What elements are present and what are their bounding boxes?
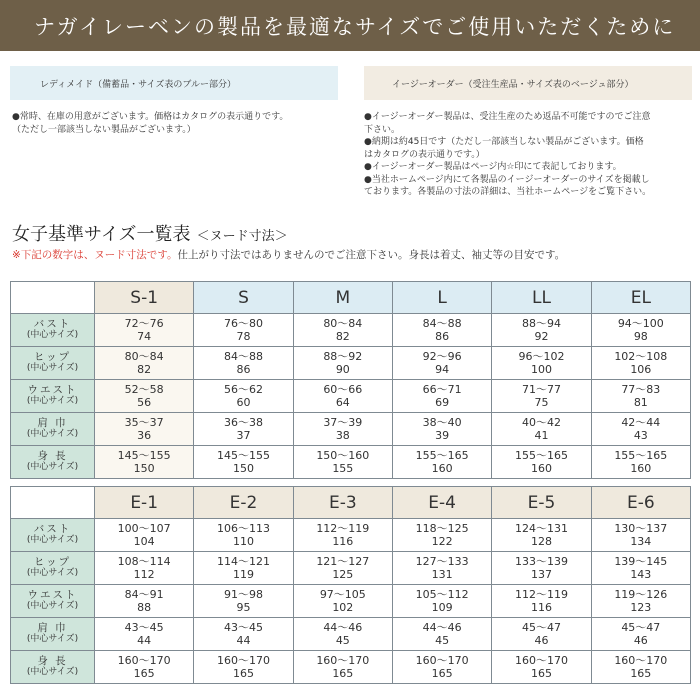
easy-order-box [364, 66, 692, 100]
size-center: 150 [232, 462, 254, 475]
ready-made-box [10, 66, 338, 100]
row-label-name: ヒップ [33, 556, 72, 568]
size-range: 114〜121 [216, 555, 270, 568]
size-cell [492, 446, 591, 479]
size-chart-note [12, 247, 565, 262]
size-cell [95, 519, 194, 552]
size-header: E-4 [392, 487, 491, 519]
row-label [11, 552, 95, 585]
size-center: 60 [236, 396, 251, 409]
size-center: 134 [630, 535, 652, 548]
size-range: 35〜37 [124, 416, 164, 429]
size-center: 41 [534, 429, 549, 442]
row-label [11, 618, 95, 651]
size-cell [392, 519, 491, 552]
size-center: 116 [332, 535, 354, 548]
size-cell [95, 347, 194, 380]
row-label [11, 651, 95, 684]
size-cell [194, 380, 293, 413]
size-range: 121〜127 [316, 555, 370, 568]
size-cell [95, 552, 194, 585]
size-center: 122 [431, 535, 453, 548]
size-range: 145〜155 [117, 449, 171, 462]
table-row [11, 552, 691, 585]
size-cell [194, 347, 293, 380]
easy-order-notes [364, 111, 694, 199]
size-cell [293, 552, 392, 585]
size-center: 94 [435, 363, 450, 376]
row-label-sub: (中心サイズ) [26, 363, 79, 373]
size-cell [392, 413, 491, 446]
note-prefix: ※ [12, 249, 21, 261]
table-row [11, 314, 691, 347]
size-center: 86 [236, 363, 251, 376]
size-center: 86 [435, 330, 450, 343]
size-cell [293, 413, 392, 446]
size-center: 46 [633, 634, 648, 647]
banner-title: ナガイレーベンの製品を最適なサイズでご使用いただくために [34, 14, 676, 39]
size-range: 60〜66 [323, 383, 363, 396]
note-line: ●イージーオーダー製品は、受注生産のため返品不可能ですのでご注意 [364, 112, 651, 122]
size-range: 150〜160 [316, 449, 370, 462]
size-cell [591, 552, 690, 585]
size-center: 45 [435, 634, 450, 647]
row-label-name: バスト [33, 318, 72, 330]
size-range: 43〜45 [223, 621, 263, 634]
size-header: L [392, 282, 491, 314]
size-cell [293, 380, 392, 413]
size-center: 36 [137, 429, 152, 442]
size-range: 94〜100 [617, 317, 664, 330]
row-label-name: 肩 巾 [37, 622, 68, 634]
size-range: 45〜47 [621, 621, 661, 634]
size-header: S [194, 282, 293, 314]
size-cell [492, 347, 591, 380]
table-row [11, 446, 691, 479]
row-label-name: ヒップ [33, 351, 72, 363]
row-label-sub: (中心サイズ) [26, 535, 79, 545]
size-range: 155〜165 [614, 449, 668, 462]
table-row [11, 413, 691, 446]
size-cell [293, 314, 392, 347]
row-label-sub: (中心サイズ) [26, 330, 79, 340]
size-center: 123 [630, 601, 652, 614]
row-label-name: 肩 巾 [37, 417, 68, 429]
size-header: M [293, 282, 392, 314]
size-cell [392, 380, 491, 413]
size-range: 40〜42 [521, 416, 561, 429]
size-header: S-1 [95, 282, 194, 314]
row-label-name: 身 長 [37, 450, 68, 462]
ready-made-title: レディメイド（備蓄品・サイズ表のブルー部分） [40, 79, 237, 90]
table-row [11, 651, 691, 684]
table-row [11, 519, 691, 552]
size-cell [591, 380, 690, 413]
table-row [11, 380, 691, 413]
row-label [11, 446, 95, 479]
size-center: 44 [137, 634, 152, 647]
size-range: 71〜77 [521, 383, 561, 396]
size-cell [194, 585, 293, 618]
size-center: 125 [332, 568, 354, 581]
size-range: 91〜98 [223, 588, 263, 601]
size-center: 56 [137, 396, 152, 409]
size-center: 150 [133, 462, 155, 475]
size-cell [194, 651, 293, 684]
size-range: 88〜92 [323, 350, 363, 363]
size-center: 165 [232, 667, 254, 680]
size-center: 109 [431, 601, 453, 614]
size-center: 155 [332, 462, 354, 475]
note-rest: 仕上がり寸法ではありませんのでご注意下さい。身長は着丈、袖丈等の目安です。 [177, 249, 566, 261]
table-row [11, 347, 691, 380]
row-label-name: バスト [33, 523, 72, 535]
size-cell [492, 314, 591, 347]
size-center: 90 [335, 363, 350, 376]
size-range: 160〜170 [614, 654, 668, 667]
row-label-sub: (中心サイズ) [26, 462, 79, 472]
size-range: 38〜40 [422, 416, 462, 429]
size-cell [293, 519, 392, 552]
size-range: 80〜84 [323, 317, 363, 330]
size-cell [293, 347, 392, 380]
table-row [11, 618, 691, 651]
size-cell [492, 618, 591, 651]
size-range: 145〜155 [216, 449, 270, 462]
row-label-sub: (中心サイズ) [26, 601, 79, 611]
size-center: 143 [630, 568, 652, 581]
size-range: 92〜96 [422, 350, 462, 363]
size-cell [591, 585, 690, 618]
size-center: 104 [133, 535, 155, 548]
size-range: 155〜165 [415, 449, 469, 462]
size-range: 77〜83 [621, 383, 661, 396]
row-label-name: ウエスト [27, 384, 78, 396]
size-cell [95, 651, 194, 684]
size-range: 160〜170 [117, 654, 171, 667]
size-cell [492, 519, 591, 552]
size-range: 36〜38 [223, 416, 263, 429]
size-cell [95, 380, 194, 413]
size-center: 106 [630, 363, 652, 376]
size-cell [591, 618, 690, 651]
size-header: E-3 [293, 487, 392, 519]
size-range: 97〜105 [319, 588, 366, 601]
size-range: 105〜112 [415, 588, 469, 601]
size-range: 84〜91 [124, 588, 164, 601]
size-cell [492, 413, 591, 446]
note-red: 下記の数字は、ヌード寸法です。 [20, 249, 178, 261]
note-line: ●イージーオーダー製品はページ内☆印にて表記しております。 [364, 162, 622, 172]
size-range: 124〜131 [514, 522, 568, 535]
size-cell [293, 618, 392, 651]
row-label-sub: (中心サイズ) [26, 429, 79, 439]
size-center: 82 [137, 363, 152, 376]
row-label [11, 347, 95, 380]
size-cell [591, 446, 690, 479]
size-center: 102 [332, 601, 354, 614]
size-cell [194, 552, 293, 585]
size-chart-title-text: 女子基準サイズ一覧表 [12, 224, 191, 245]
size-range: 100〜107 [117, 522, 171, 535]
easy-order-title: イージーオーダー（受注生産品・サイズ表のベージュ部分） [392, 79, 634, 90]
table-corner [11, 487, 95, 519]
size-center: 37 [236, 429, 251, 442]
size-cell [194, 314, 293, 347]
size-cell [392, 446, 491, 479]
size-cell [95, 314, 194, 347]
size-range: 84〜88 [422, 317, 462, 330]
size-range: 118〜125 [415, 522, 469, 535]
size-center: 95 [236, 601, 251, 614]
size-range: 44〜46 [422, 621, 462, 634]
size-range: 102〜108 [614, 350, 668, 363]
size-cell [591, 519, 690, 552]
note-line: ●納期は約45日です（ただし一部該当しない製品がございます。価格 [364, 137, 644, 147]
size-cell [492, 380, 591, 413]
note-line: ●常時、在庫の用意がございます。価格はカタログの表示通りです。 [12, 112, 289, 122]
size-center: 81 [633, 396, 648, 409]
size-header: E-6 [591, 487, 690, 519]
size-cell [293, 446, 392, 479]
row-label-name: ウエスト [27, 589, 78, 601]
size-center: 110 [232, 535, 254, 548]
size-header: EL [591, 282, 690, 314]
size-header-row [11, 282, 691, 314]
size-center: 160 [630, 462, 652, 475]
table-corner [11, 282, 95, 314]
size-range: 56〜62 [223, 383, 263, 396]
size-center: 165 [332, 667, 354, 680]
size-range: 155〜165 [514, 449, 568, 462]
size-center: 137 [530, 568, 552, 581]
size-range: 44〜46 [323, 621, 363, 634]
size-range: 108〜114 [117, 555, 171, 568]
size-center: 44 [236, 634, 251, 647]
size-cell [194, 519, 293, 552]
size-header-row [11, 487, 691, 519]
size-range: 42〜44 [621, 416, 661, 429]
size-cell [591, 651, 690, 684]
note-line: はカタログの表示通りです。） [364, 149, 485, 160]
size-cell [293, 585, 392, 618]
row-label-name: 身 長 [37, 655, 68, 667]
size-cell [194, 446, 293, 479]
size-center: 119 [232, 568, 254, 581]
size-center: 165 [133, 667, 155, 680]
size-range: 84〜88 [223, 350, 263, 363]
row-label [11, 380, 95, 413]
size-center: 38 [335, 429, 350, 442]
row-label [11, 314, 95, 347]
size-range: 130〜137 [614, 522, 668, 535]
size-cell [591, 347, 690, 380]
size-range: 76〜80 [223, 317, 263, 330]
size-cell [95, 413, 194, 446]
size-center: 100 [530, 363, 552, 376]
note-line: （ただし一部該当しない製品がございます。） [12, 124, 196, 135]
size-center: 64 [335, 396, 350, 409]
size-range: 160〜170 [316, 654, 370, 667]
row-label [11, 413, 95, 446]
size-center: 98 [633, 330, 648, 343]
size-cell [95, 618, 194, 651]
size-center: 78 [236, 330, 251, 343]
size-range: 106〜113 [216, 522, 270, 535]
size-table-standard [10, 281, 691, 479]
ready-made-notes [12, 111, 342, 136]
size-table-extended [10, 486, 691, 684]
row-label-sub: (中心サイズ) [26, 568, 79, 578]
size-range: 160〜170 [216, 654, 270, 667]
size-center: 46 [534, 634, 549, 647]
size-center: 165 [431, 667, 453, 680]
size-range: 127〜133 [415, 555, 469, 568]
size-cell [591, 413, 690, 446]
size-center: 165 [630, 667, 652, 680]
size-center: 88 [137, 601, 152, 614]
size-center: 160 [530, 462, 552, 475]
size-range: 37〜39 [323, 416, 363, 429]
size-center: 112 [133, 568, 155, 581]
size-header: E-1 [95, 487, 194, 519]
row-label-sub: (中心サイズ) [26, 667, 79, 677]
size-cell [392, 651, 491, 684]
note-line: ●当社ホームページ内にて各製品のイージーオーダーのサイズを掲載し [364, 174, 650, 185]
size-range: 88〜94 [521, 317, 561, 330]
size-center: 82 [335, 330, 350, 343]
size-center: 75 [534, 396, 549, 409]
size-chart-subtitle: ＜ヌード寸法＞ [196, 229, 288, 244]
note-line: ております。各製品の寸法の詳細は、当社ホームページをご覧下さい。 [364, 187, 652, 197]
size-range: 80〜84 [124, 350, 164, 363]
size-header: E-5 [492, 487, 591, 519]
size-center: 74 [137, 330, 152, 343]
size-range: 66〜71 [422, 383, 462, 396]
row-label [11, 585, 95, 618]
size-cell [392, 347, 491, 380]
size-cell [492, 585, 591, 618]
size-range: 45〜47 [521, 621, 561, 634]
size-range: 112〜119 [316, 522, 370, 535]
size-chart-title [12, 220, 288, 246]
size-cell [392, 314, 491, 347]
size-header: E-2 [194, 487, 293, 519]
size-range: 160〜170 [415, 654, 469, 667]
size-center: 128 [530, 535, 552, 548]
size-cell [194, 618, 293, 651]
size-cell [392, 585, 491, 618]
size-cell [392, 552, 491, 585]
size-center: 116 [530, 601, 552, 614]
size-cell [95, 585, 194, 618]
size-center: 69 [435, 396, 450, 409]
size-center: 45 [335, 634, 350, 647]
size-center: 92 [534, 330, 549, 343]
size-header: LL [492, 282, 591, 314]
size-range: 133〜139 [514, 555, 568, 568]
size-range: 43〜45 [124, 621, 164, 634]
page-banner [0, 0, 700, 51]
size-cell [492, 651, 591, 684]
note-line: 下さい。 [364, 124, 401, 135]
size-range: 160〜170 [514, 654, 568, 667]
row-label [11, 519, 95, 552]
size-cell [591, 314, 690, 347]
size-center: 165 [530, 667, 552, 680]
size-cell [194, 413, 293, 446]
size-cell [392, 618, 491, 651]
size-cell [492, 552, 591, 585]
size-range: 112〜119 [514, 588, 568, 601]
size-range: 72〜76 [124, 317, 164, 330]
row-label-sub: (中心サイズ) [26, 634, 79, 644]
size-range: 119〜126 [614, 588, 668, 601]
size-range: 96〜102 [518, 350, 565, 363]
table-row [11, 585, 691, 618]
size-center: 131 [431, 568, 453, 581]
size-range: 139〜145 [614, 555, 668, 568]
size-cell [293, 651, 392, 684]
size-range: 52〜58 [124, 383, 164, 396]
size-center: 39 [435, 429, 450, 442]
size-center: 160 [431, 462, 453, 475]
size-center: 43 [633, 429, 648, 442]
size-cell [95, 446, 194, 479]
row-label-sub: (中心サイズ) [26, 396, 79, 406]
